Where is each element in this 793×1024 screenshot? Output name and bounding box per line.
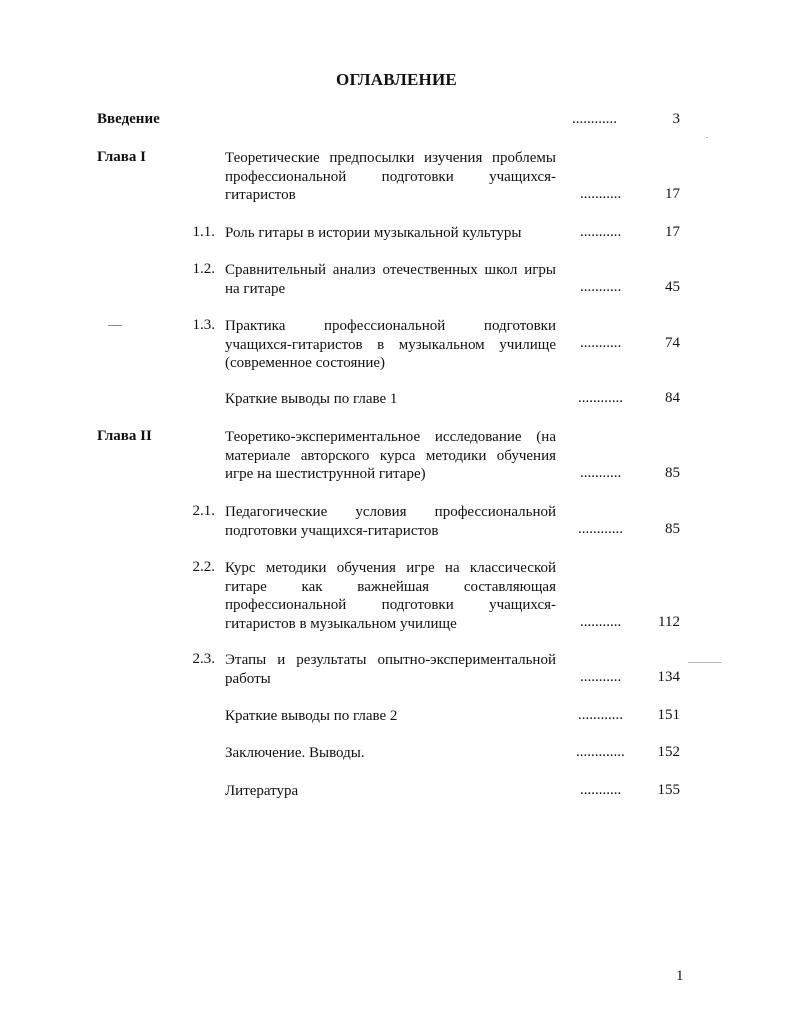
entry-text: Роль гитары в истории музыкальной культуры	[225, 225, 522, 241]
entry-text: Этапы и результаты опытно-экспериментальной работы	[225, 652, 556, 687]
entry-page: 151	[657, 707, 680, 723]
entry-number: 2.3.	[192, 651, 215, 667]
entry-page: 17	[665, 224, 680, 240]
scan-speck	[688, 662, 722, 663]
entry-text: Сравнительный анализ отечественных школ игры на гитаре	[225, 262, 556, 297]
entry-dots: ............	[578, 390, 623, 406]
entry-page: 152	[657, 744, 680, 760]
entry-label-chapter-2: Глава II	[97, 428, 152, 444]
entry-dots: ...........	[580, 279, 622, 295]
entry-page: 3	[672, 111, 680, 127]
entry-number: 2.1.	[192, 503, 215, 519]
entry-label-intro: Введение	[97, 111, 160, 127]
entry-text: Практика профессиональной подготовки учащихся-гитаристов в музыкальном училище (современное состояние)	[225, 318, 556, 371]
toc-title: ОГЛАВЛЕНИЕ	[336, 70, 457, 89]
entry-text: Теоретические предпосылки изучения проблемы профессиональной подготовки учащихся-гитаристов	[225, 150, 556, 203]
page-number: 1	[676, 968, 684, 984]
entry-dots: .............	[576, 744, 625, 760]
entry-page: 45	[665, 279, 680, 295]
entry-page: 85	[665, 465, 680, 481]
entry-label-chapter-1: Глава I	[97, 149, 146, 165]
entry-dots: ...........	[580, 614, 622, 630]
entry-dots: ...........	[580, 335, 622, 351]
entry-text: Краткие выводы по главе 1	[225, 391, 398, 407]
entry-page: 134	[657, 669, 680, 685]
entry-text: Литература	[225, 783, 299, 799]
entry-page: 155	[657, 782, 680, 798]
entry-text: Теоретико-экспериментальное исследование (на материале авторского курса методики обучения игре на шестиструнной гитаре)	[225, 429, 556, 482]
entry-page: 74	[665, 335, 680, 351]
entry-dots: ...........	[580, 465, 622, 481]
entry-page: 84	[665, 390, 680, 406]
entry-page: 85	[665, 521, 680, 537]
entry-dots: ............	[578, 521, 623, 537]
entry-dots: ...........	[580, 669, 622, 685]
scan-speck	[108, 325, 122, 326]
entry-text: Краткие выводы по главе 2	[225, 708, 398, 724]
entry-page: 112	[658, 614, 680, 630]
entry-text: Курс методики обучения игре на классической гитаре как важнейшая составляющая профессиональной подготовки учащихся-гитаристов в музыкальном училище	[225, 560, 556, 632]
entry-dots: ............	[572, 111, 617, 127]
entry-dots: ...........	[580, 224, 622, 240]
entry-number: 1.2.	[192, 261, 215, 277]
entry-number: 2.2.	[192, 559, 215, 575]
scan-speck	[706, 137, 708, 138]
entry-page: 17	[665, 186, 680, 202]
entry-dots: ............	[578, 707, 623, 723]
entry-number: 1.1.	[192, 224, 215, 240]
entry-dots: ...........	[580, 186, 622, 202]
entry-text: Педагогические условия профессиональной подготовки учащихся-гитаристов	[225, 504, 556, 539]
entry-dots: ...........	[580, 782, 622, 798]
entry-text: Заключение. Выводы.	[225, 745, 365, 761]
entry-number: 1.3.	[192, 317, 215, 333]
